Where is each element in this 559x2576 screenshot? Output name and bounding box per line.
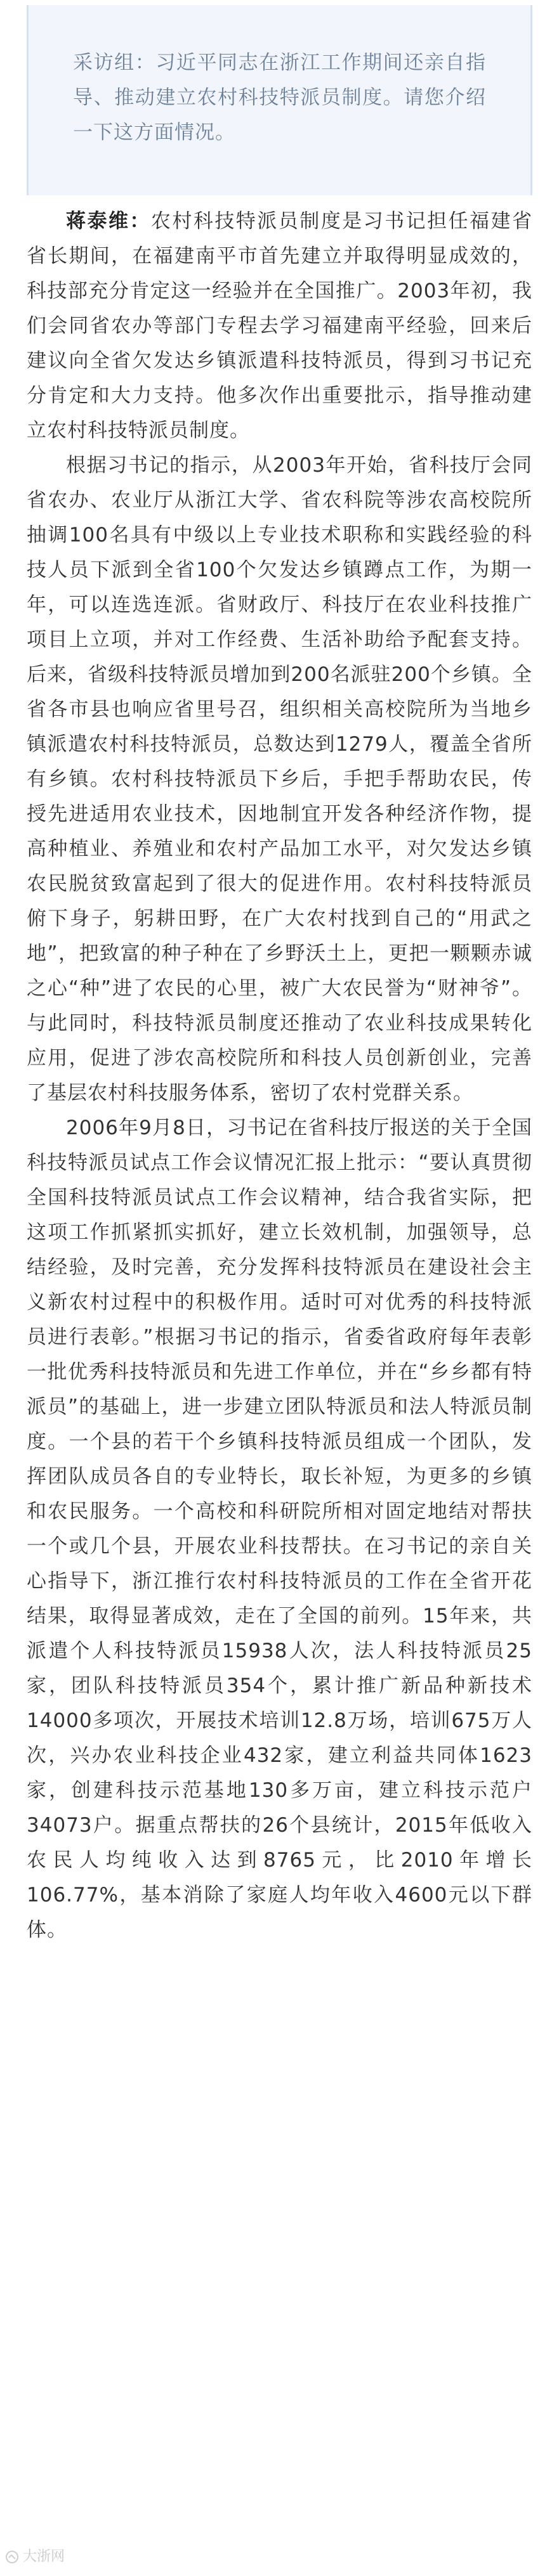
answer-paragraph-2: 根据习书记的指示，从2003年开始，省科技厅会同省农办、农业厅从浙江大学、省农科院等涉农高校院所抽调100名具有中级以上专业技术职称和实践经验的科技人员下派到全省100个欠发达乡镇蹲点工作，为期一年，可以连选连派。省财政厅、科技厅在农业科技推广项目上立项，并对工作经费、生活补助给予配套支持。后来，省级科技特派员增加到200名派驻200个乡镇。全省各市县也响应省里号召，组织相关高校院所为当地乡镇派遣农村科技特派员，总数达到1279人，覆盖全省所有乡镇。农村科技特派员下乡后，手把手帮助农民，传授先进适用农业技术，因地制宜开发各种经济作物，提高种植业、养殖业和农村产品加工水平，对欠发达乡镇农民脱贫致富起到了很大的促进作用。农村科技特派员俯下身子，躬耕田野，在广大农村找到自己的“用武之地”，把致富的种子种在了乡野沃土上，更把一颗颗赤诚之心“种”进了农民的心里，被广大农民誉为“财神爷”。与此同时，科技特派员制度还推动了农业科技成果转化应用，促进了涉农高校院所和科技人员创新创业，完善了基层农村科技服务体系，密切了农村党群关系。	[27, 454, 532, 1104]
interview-question-box	[27, 5, 532, 195]
answer-paragraph-3: 2006年9月8日，习书记在省科技厅报送的关于全国科技特派员试点工作会议情况汇报上批示：“要认真贯彻全国科技特派员试点工作会议精神，结合我省实际，把这项工作抓紧抓实抓好，建立长效机制，加强领导，总结经验，及时完善，充分发挥科技特派员在建设社会主义新农村过程中的积极作用。适时可对优秀的科技特派员进行表彰。”根据习书记的指示，省委省政府每年表彰一批优秀科技特派员和先进工作单位，并在“乡乡都有特派员”的基础上，进一步建立团队特派员和法人特派员制度。一个县的若干个乡镇科技特派员组成一个团队，发挥团队成员各自的专业特长，取长补短，为更多的乡镇和农民服务。一个高校和科研院所相对固定地结对帮扶一个或几个县，开展农业科技帮扶。在习书记的亲自关心指导下，浙江推行农村科技特派员的工作在全省开花结果，取得显著成效，走在了全国的前列。15年来，共派遣个人科技特派员15938人次，法人科技特派员25家，团队科技特派员354个，累计推广新品种新技术14000多项次，开展技术培训12.8万场，培训675万人次，兴办农业科技企业432家，建立利益共同体1623家，创建科技示范基地130多万亩，建立科技示范户34073户。据重点帮扶的26个县统计，2015年低收入农民人均纯收入达到8765元，比2010年增长106.77%，基本消除了家庭人均年收入4600元以下群体。	[27, 1116, 532, 1941]
source-watermark	[5, 2547, 65, 2566]
speaker-name: 蒋泰维：	[66, 210, 151, 233]
watermark-text: 大浙网	[23, 2549, 65, 2565]
answer-paragraph-1-text: 农村科技特派员制度是习书记担任福建省省长期间，在福建南平市首先建立并取得明显成效的，科技部充分肯定这一经验并在全国推广。2003年初，我们会同省农办等部门专程去学习福建南平经验，回来后建议向全省欠发达乡镇派遣科技特派员，得到习书记充分肯定和大力支持。他多次作出重要批示，指导推动建立农村科技特派员制度。	[27, 210, 532, 442]
watermark-logo-icon	[5, 2550, 19, 2564]
answer-paragraph-1	[27, 204, 532, 448]
article-body	[27, 204, 532, 1948]
interview-question-text: 采访组：习近平同志在浙江工作期间还亲自指导、推动建立农村科技特派员制度。请您介绍一下这方面情况。	[73, 51, 486, 144]
